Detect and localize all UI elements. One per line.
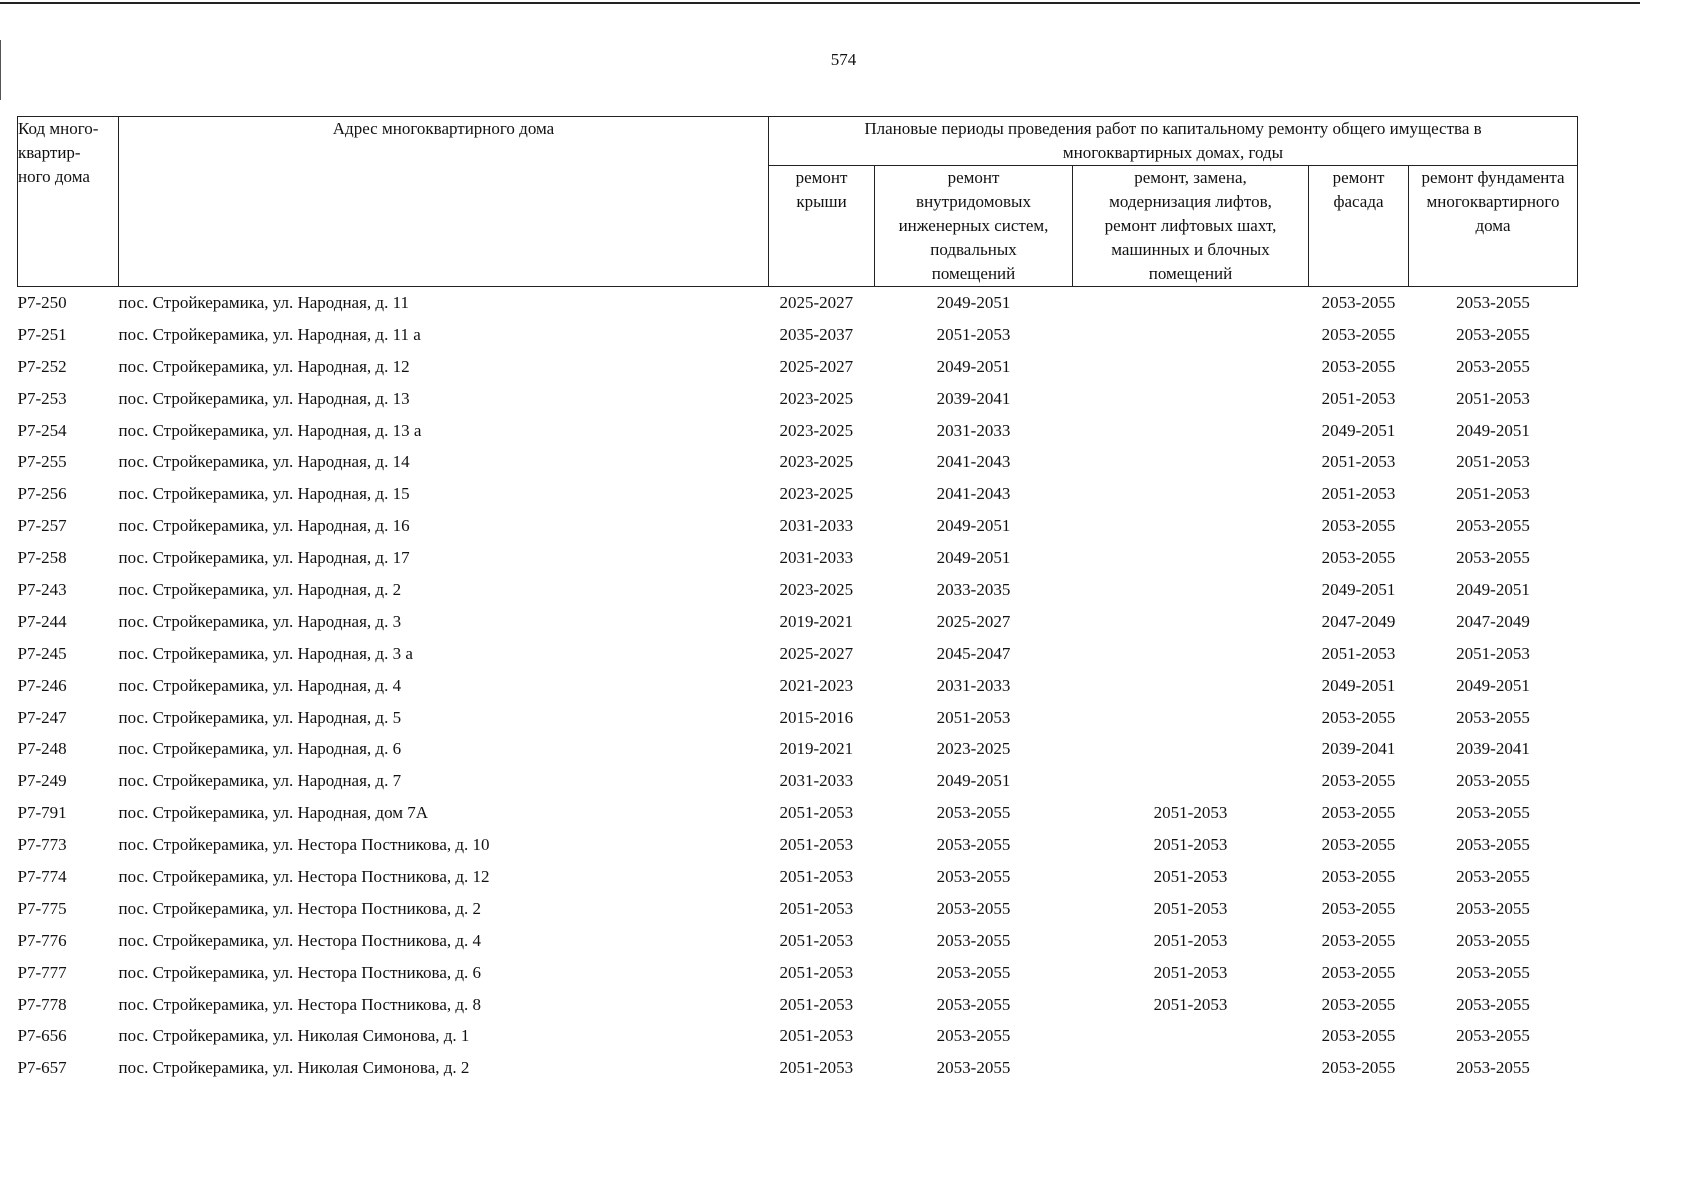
table-row	[18, 1052, 1578, 1084]
elevator-repair-period	[1073, 670, 1309, 702]
house-address: пос. Стройкерамика, ул. Нестора Постникова, д. 10	[118, 835, 490, 855]
house-address: пос. Стройкерамика, ул. Народная, д. 13 а	[118, 420, 422, 440]
house-code: Р7-251	[17, 324, 67, 344]
table-row	[18, 574, 1578, 606]
table-row	[18, 925, 1578, 957]
house-code: Р7-245	[17, 643, 67, 663]
foundation-repair-period: 2051-2053	[1456, 452, 1530, 472]
house-address: пос. Стройкерамика, ул. Народная, д. 17	[118, 548, 410, 568]
house-code: Р7-256	[17, 484, 67, 504]
engineering-repair-period: 2023-2025	[936, 739, 1011, 759]
facade-repair-period: 2049-2051	[1321, 675, 1396, 695]
engineering-repair-period: 2045-2047	[936, 643, 1011, 663]
table-row	[18, 765, 1578, 797]
header-line: многоквартирных домах, годы	[1062, 143, 1284, 162]
foundation-repair-period: 2053-2055	[1456, 994, 1530, 1014]
header-line: ремонт, замена,	[1134, 168, 1247, 187]
house-code: Р7-774	[17, 866, 67, 886]
elevator-repair-period: 2051-2053	[1153, 803, 1228, 823]
roof-repair-period: 2051-2053	[779, 803, 854, 823]
header-line: фасада	[1333, 192, 1384, 211]
header-line: Код много-	[18, 119, 99, 138]
elevator-repair-period: 2051-2053	[1153, 930, 1228, 950]
foundation-repair-period: 2053-2055	[1456, 898, 1530, 918]
engineering-repair-period: 2051-2053	[936, 324, 1011, 344]
facade-repair-period: 2053-2055	[1321, 292, 1396, 312]
house-code: Р7-258	[17, 548, 67, 568]
house-code: Р7-248	[17, 739, 67, 759]
house-address: пос. Стройкерамика, ул. Нестора Постникова, д. 4	[118, 930, 482, 950]
roof-repair-period: 2025-2027	[779, 643, 854, 663]
header-planned-periods	[769, 117, 1578, 166]
roof-repair-period: 2019-2021	[779, 739, 854, 759]
header-elevator	[1073, 166, 1309, 287]
house-address: пос. Стройкерамика, ул. Народная, д. 11	[118, 292, 409, 312]
table-row	[18, 510, 1578, 542]
header-line: инженерных систем,	[898, 216, 1049, 235]
header-line: Плановые периоды проведения работ по капитальному ремонту общего имущества в	[864, 119, 1482, 138]
table-row	[18, 383, 1578, 415]
roof-repair-period: 2025-2027	[779, 292, 854, 312]
facade-repair-period: 2051-2053	[1321, 484, 1396, 504]
header-foundation	[1409, 166, 1578, 287]
table-row	[18, 638, 1578, 670]
table-row	[18, 287, 1578, 319]
elevator-repair-period: 2051-2053	[1153, 898, 1228, 918]
house-address: пос. Стройкерамика, ул. Народная, д. 4	[118, 675, 402, 695]
house-address: пос. Стройкерамика, ул. Народная, д. 2	[118, 579, 402, 599]
engineering-repair-period: 2053-2055	[936, 898, 1011, 918]
house-code: Р7-777	[17, 962, 67, 982]
house-address: пос. Стройкерамика, ул. Нестора Постникова, д. 8	[118, 994, 482, 1014]
foundation-repair-period: 2053-2055	[1456, 803, 1530, 823]
engineering-repair-period: 2039-2041	[936, 388, 1011, 408]
engineering-repair-period: 2053-2055	[936, 994, 1011, 1014]
facade-repair-period: 2053-2055	[1321, 930, 1396, 950]
elevator-repair-period: 2051-2053	[1153, 962, 1228, 982]
house-code: Р7-253	[17, 388, 67, 408]
elevator-repair-period: 2051-2053	[1153, 866, 1228, 886]
table-row	[18, 797, 1578, 829]
house-code: Р7-246	[17, 675, 67, 695]
roof-repair-period: 2031-2033	[779, 771, 854, 791]
elevator-repair-period	[1073, 733, 1309, 765]
foundation-repair-period: 2049-2051	[1456, 420, 1530, 440]
house-code: Р7-773	[17, 835, 67, 855]
engineering-repair-period: 2051-2053	[936, 707, 1011, 727]
house-code: Р7-247	[17, 707, 67, 727]
roof-repair-period: 2051-2053	[779, 1026, 854, 1046]
facade-repair-period: 2053-2055	[1321, 835, 1396, 855]
facade-repair-period: 2053-2055	[1321, 803, 1396, 823]
facade-repair-period: 2049-2051	[1321, 579, 1396, 599]
table-row	[18, 957, 1578, 989]
engineering-repair-period: 2053-2055	[936, 1026, 1011, 1046]
house-address: пос. Стройкерамика, ул. Народная, д. 6	[118, 739, 402, 759]
house-address: пос. Стройкерамика, ул. Народная, д. 3 а	[118, 643, 413, 663]
facade-repair-period: 2051-2053	[1321, 452, 1396, 472]
roof-repair-period: 2025-2027	[779, 356, 854, 376]
roof-repair-period: 2023-2025	[779, 484, 854, 504]
foundation-repair-period: 2049-2051	[1456, 579, 1530, 599]
header-line: ремонт	[947, 168, 1000, 187]
capital-repair-table	[17, 116, 1578, 1084]
header-line: машинных и блочных	[1111, 240, 1270, 259]
table-row	[18, 415, 1578, 447]
facade-repair-period: 2053-2055	[1321, 1058, 1396, 1078]
header-line: помещений	[931, 264, 1016, 283]
table-row	[18, 351, 1578, 383]
elevator-repair-period	[1073, 1052, 1309, 1084]
engineering-repair-period: 2053-2055	[936, 835, 1011, 855]
header-line: модернизация лифтов,	[1109, 192, 1272, 211]
facade-repair-period: 2053-2055	[1321, 548, 1396, 568]
header-address: Адрес многоквартирного дома	[119, 117, 769, 287]
roof-repair-period: 2031-2033	[779, 516, 854, 536]
house-address: пос. Стройкерамика, ул. Народная, д. 11 а	[118, 324, 421, 344]
header-line: ремонт	[1332, 168, 1385, 187]
facade-repair-period: 2053-2055	[1321, 771, 1396, 791]
header-line: ремонт	[795, 168, 848, 187]
header-line: ремонт фундамента	[1421, 168, 1565, 187]
house-address: пос. Стройкерамика, ул. Народная, дом 7А	[118, 803, 429, 823]
table-row	[18, 733, 1578, 765]
house-address: пос. Стройкерамика, ул. Нестора Постникова, д. 2	[118, 898, 482, 918]
roof-repair-period: 2051-2053	[779, 898, 854, 918]
roof-repair-period: 2051-2053	[779, 994, 854, 1014]
engineering-repair-period: 2053-2055	[936, 1058, 1011, 1078]
table-row	[18, 989, 1578, 1021]
facade-repair-period: 2049-2051	[1321, 420, 1396, 440]
foundation-repair-period: 2053-2055	[1456, 516, 1530, 536]
page-number: 574	[830, 50, 857, 69]
engineering-repair-period: 2025-2027	[936, 611, 1011, 631]
foundation-repair-period: 2053-2055	[1456, 866, 1530, 886]
facade-repair-period: 2047-2049	[1321, 611, 1396, 631]
house-address: пос. Стройкерамика, ул. Народная, д. 5	[118, 707, 402, 727]
house-code: Р7-254	[17, 420, 67, 440]
foundation-repair-period: 2053-2055	[1456, 324, 1530, 344]
roof-repair-period: 2051-2053	[779, 962, 854, 982]
foundation-repair-period: 2053-2055	[1456, 771, 1530, 791]
house-code: Р7-791	[17, 803, 67, 823]
table-row	[18, 1020, 1578, 1052]
foundation-repair-period: 2053-2055	[1456, 1026, 1530, 1046]
engineering-repair-period: 2041-2043	[936, 484, 1011, 504]
roof-repair-period: 2051-2053	[779, 930, 854, 950]
house-address: пос. Стройкерамика, ул. Народная, д. 13	[118, 388, 410, 408]
facade-repair-period: 2053-2055	[1321, 962, 1396, 982]
engineering-repair-period: 2053-2055	[936, 930, 1011, 950]
house-address: пос. Стройкерамика, ул. Николая Симонова, д. 1	[118, 1026, 470, 1046]
header-line: ного дома	[18, 167, 90, 186]
foundation-repair-period: 2053-2055	[1456, 835, 1530, 855]
house-code: Р7-249	[17, 771, 67, 791]
elevator-repair-period	[1073, 383, 1309, 415]
engineering-repair-period: 2031-2033	[936, 420, 1011, 440]
house-code: Р7-778	[17, 994, 67, 1014]
roof-repair-period: 2023-2025	[779, 452, 854, 472]
elevator-repair-period	[1073, 765, 1309, 797]
roof-repair-period: 2023-2025	[779, 579, 854, 599]
engineering-repair-period: 2049-2051	[936, 548, 1011, 568]
elevator-repair-period: 2051-2053	[1153, 994, 1228, 1014]
house-address: пос. Стройкерамика, ул. Николая Симонова, д. 2	[118, 1058, 470, 1078]
house-code: Р7-250	[17, 292, 67, 312]
foundation-repair-period: 2049-2051	[1456, 675, 1530, 695]
engineering-repair-period: 2053-2055	[936, 866, 1011, 886]
elevator-repair-period	[1073, 319, 1309, 351]
elevator-repair-period	[1073, 415, 1309, 447]
foundation-repair-period: 2053-2055	[1456, 1058, 1530, 1078]
elevator-repair-period	[1073, 510, 1309, 542]
house-code: Р7-252	[17, 356, 67, 376]
roof-repair-period: 2023-2025	[779, 420, 854, 440]
table-row	[18, 861, 1578, 893]
facade-repair-period: 2053-2055	[1321, 356, 1396, 376]
facade-repair-period: 2053-2055	[1321, 1026, 1396, 1046]
facade-repair-period: 2051-2053	[1321, 388, 1396, 408]
house-code: Р7-775	[17, 898, 67, 918]
table-row	[18, 606, 1578, 638]
table-row	[18, 829, 1578, 861]
elevator-repair-period	[1073, 574, 1309, 606]
house-code: Р7-657	[17, 1058, 67, 1078]
house-code: Р7-244	[17, 611, 67, 631]
facade-repair-period: 2051-2053	[1321, 643, 1396, 663]
elevator-repair-period	[1073, 542, 1309, 574]
left-margin-rule	[0, 40, 1, 100]
header-line: ремонт лифтовых шахт,	[1104, 216, 1277, 235]
facade-repair-period: 2053-2055	[1321, 866, 1396, 886]
header-line: подвальных	[930, 240, 1017, 259]
elevator-repair-period	[1073, 446, 1309, 478]
elevator-repair-period	[1073, 638, 1309, 670]
table-row	[18, 446, 1578, 478]
elevator-repair-period: 2051-2053	[1153, 835, 1228, 855]
roof-repair-period: 2021-2023	[779, 675, 854, 695]
house-code: Р7-656	[17, 1026, 67, 1046]
house-code: Р7-255	[17, 452, 67, 472]
foundation-repair-period: 2047-2049	[1456, 611, 1530, 631]
foundation-repair-period: 2053-2055	[1456, 292, 1530, 312]
header-line: помещений	[1148, 264, 1233, 283]
house-address: пос. Стройкерамика, ул. Нестора Постникова, д. 12	[118, 866, 490, 886]
house-address: пос. Стройкерамика, ул. Народная, д. 14	[118, 452, 410, 472]
table-row	[18, 542, 1578, 574]
roof-repair-period: 2051-2053	[779, 835, 854, 855]
engineering-repair-period: 2031-2033	[936, 675, 1011, 695]
foundation-repair-period: 2053-2055	[1456, 962, 1530, 982]
table-row	[18, 478, 1578, 510]
roof-repair-period: 2051-2053	[779, 1058, 854, 1078]
engineering-repair-period: 2049-2051	[936, 292, 1011, 312]
roof-repair-period: 2015-2016	[779, 707, 854, 727]
table-row	[18, 319, 1578, 351]
table-row	[18, 670, 1578, 702]
facade-repair-period: 2053-2055	[1321, 898, 1396, 918]
elevator-repair-period	[1073, 1020, 1309, 1052]
roof-repair-period: 2031-2033	[779, 548, 854, 568]
house-address: пос. Стройкерамика, ул. Нестора Постникова, д. 6	[118, 962, 482, 982]
foundation-repair-period: 2051-2053	[1456, 484, 1530, 504]
house-address: пос. Стройкерамика, ул. Народная, д. 15	[118, 484, 410, 504]
facade-repair-period: 2053-2055	[1321, 324, 1396, 344]
house-code: Р7-776	[17, 930, 67, 950]
header-line: крыши	[796, 192, 847, 211]
house-code: Р7-243	[17, 579, 67, 599]
foundation-repair-period: 2051-2053	[1456, 643, 1530, 663]
table-row	[18, 702, 1578, 734]
facade-repair-period: 2053-2055	[1321, 994, 1396, 1014]
house-address: пос. Стройкерамика, ул. Народная, д. 16	[118, 516, 410, 536]
header-facade	[1309, 166, 1409, 287]
facade-repair-period: 2053-2055	[1321, 707, 1396, 727]
elevator-repair-period	[1073, 702, 1309, 734]
foundation-repair-period: 2051-2053	[1456, 388, 1530, 408]
engineering-repair-period: 2049-2051	[936, 516, 1011, 536]
facade-repair-period: 2053-2055	[1321, 516, 1396, 536]
header-line: внутридомовых	[916, 192, 1031, 211]
roof-repair-period: 2019-2021	[779, 611, 854, 631]
header-roof	[769, 166, 875, 287]
foundation-repair-period: 2053-2055	[1456, 548, 1530, 568]
roof-repair-period: 2023-2025	[779, 388, 854, 408]
top-rule	[0, 2, 1640, 4]
engineering-repair-period: 2049-2051	[936, 356, 1011, 376]
engineering-repair-period: 2041-2043	[936, 452, 1011, 472]
elevator-repair-period	[1073, 287, 1309, 319]
elevator-repair-period	[1073, 478, 1309, 510]
house-code: Р7-257	[17, 516, 67, 536]
foundation-repair-period: 2039-2041	[1456, 739, 1530, 759]
house-address: пос. Стройкерамика, ул. Народная, д. 3	[118, 611, 402, 631]
header-line: квартир-	[18, 143, 81, 162]
table-row	[18, 893, 1578, 925]
roof-repair-period: 2035-2037	[779, 324, 854, 344]
table-body	[18, 287, 1578, 1085]
facade-repair-period: 2039-2041	[1321, 739, 1396, 759]
roof-repair-period: 2051-2053	[779, 866, 854, 886]
engineering-repair-period: 2033-2035	[936, 579, 1011, 599]
foundation-repair-period: 2053-2055	[1456, 930, 1530, 950]
header-engineering	[875, 166, 1073, 287]
foundation-repair-period: 2053-2055	[1456, 356, 1530, 376]
engineering-repair-period: 2053-2055	[936, 803, 1011, 823]
elevator-repair-period	[1073, 606, 1309, 638]
header-code	[18, 117, 119, 287]
header-line: дома	[1475, 216, 1511, 235]
house-address: пос. Стройкерамика, ул. Народная, д. 12	[118, 356, 410, 376]
header-line: многоквартирного	[1426, 192, 1560, 211]
foundation-repair-period: 2053-2055	[1456, 707, 1530, 727]
house-address: пос. Стройкерамика, ул. Народная, д. 7	[118, 771, 402, 791]
engineering-repair-period: 2049-2051	[936, 771, 1011, 791]
elevator-repair-period	[1073, 351, 1309, 383]
engineering-repair-period: 2053-2055	[936, 962, 1011, 982]
